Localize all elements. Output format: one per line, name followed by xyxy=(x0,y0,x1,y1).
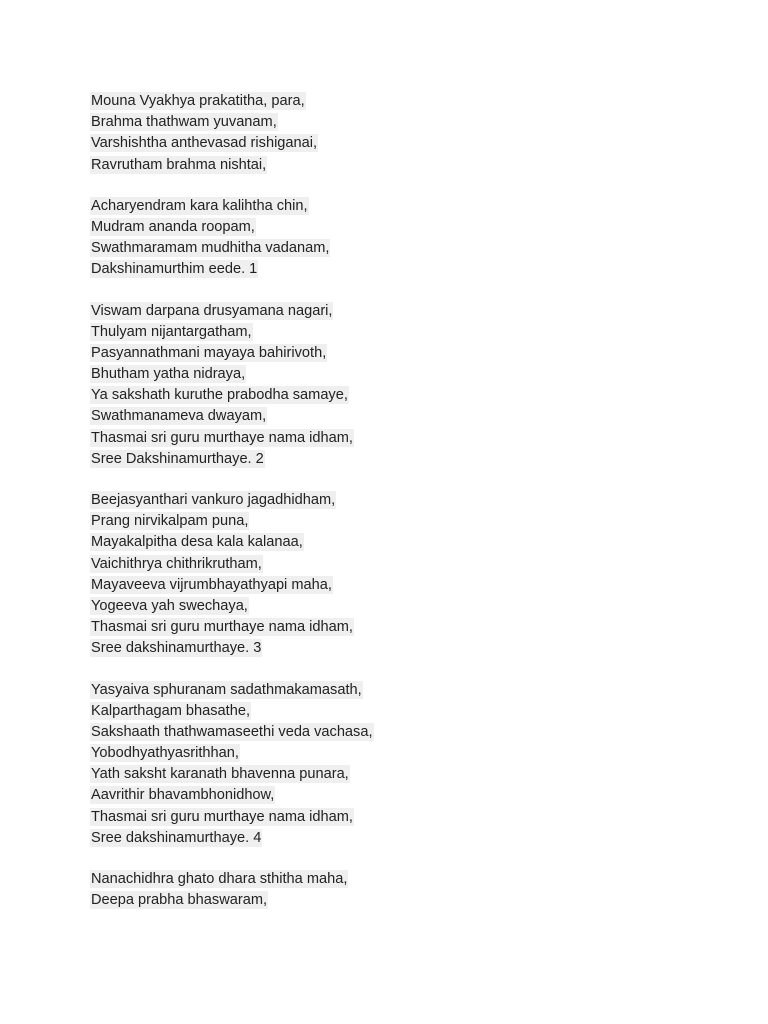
verse-line: Beejasyanthari vankuro jagadhidham, xyxy=(91,492,336,508)
verse-line: Swathmaramam mudhitha vadanam, xyxy=(91,240,330,257)
verse-line: Ya sakshath kuruthe prabodha samaye, xyxy=(91,387,348,404)
verse-line: Yobodhyathyasrithhan, xyxy=(91,745,239,762)
verse-line: Varshishtha anthevasad rishiganai, xyxy=(91,135,318,152)
verse-line: Thasmai sri guru murthaye nama idham, xyxy=(91,808,353,825)
verse-line: Nanachidhra ghato dhara sthitha maha, xyxy=(91,871,348,887)
verse-line: Yasyaiva sphuranam sadathmakamasath, xyxy=(91,681,362,698)
verse-line: Sree dakshinamurthaye. 4 xyxy=(91,829,262,846)
verse-line: Thasmai sri guru murthaye nama idham, xyxy=(91,619,353,636)
stanza-1 xyxy=(90,91,690,176)
stanza-5 xyxy=(90,680,690,850)
verse-line: Kalparthagam bhasathe, xyxy=(91,702,251,719)
verse-line: Yath saksht karanath bhavenna punara, xyxy=(91,766,349,783)
verse-line: Sree dakshinamurthaye. 3 xyxy=(91,640,262,657)
verse-line: Aavrithir bhavambhonidhow, xyxy=(91,787,275,804)
verse-line: Yogeeva yah swechaya, xyxy=(91,597,248,614)
document-page xyxy=(90,91,690,931)
verse-line: Thulyam nijantargatham, xyxy=(91,323,252,340)
stanza-6 xyxy=(90,869,690,911)
verse-line: Mouna Vyakhya prakatitha, para, xyxy=(91,93,305,109)
verse-line: Swathmanameva dwayam, xyxy=(91,408,267,425)
verse-line: Bhutham yatha nidraya, xyxy=(91,366,246,383)
verse-line: Mudram ananda roopam, xyxy=(91,218,255,235)
verse-line: Acharyendram kara kalihtha chin, xyxy=(91,197,308,214)
verse-line: Pasyannathmani mayaya bahirivoth, xyxy=(91,344,327,361)
verse-line: Brahma thathwam yuvanam, xyxy=(91,114,277,131)
verse-line: Vaichithrya chithrikrutham, xyxy=(91,555,262,572)
verse-line: Thasmai sri guru murthaye nama idham, xyxy=(91,429,353,446)
verse-line: Ravrutham brahma nishtai, xyxy=(91,156,267,173)
verse-line: Mayaveeva vijrumbhayathyapi maha, xyxy=(91,576,332,593)
verse-line: Mayakalpitha desa kala kalanaa, xyxy=(91,534,303,551)
stanza-3 xyxy=(90,301,690,471)
stanza-2 xyxy=(90,196,690,281)
verse-line: Sree Dakshinamurthaye. 2 xyxy=(91,450,264,467)
verse-line: Prang nirvikalpam puna, xyxy=(91,513,249,530)
verse-line: Dakshinamurthim eede. 1 xyxy=(91,261,258,278)
verse-line: Viswam darpana drusyamana nagari, xyxy=(91,302,333,319)
verse-line: Deepa prabha bhaswaram, xyxy=(91,892,268,909)
stanza-4 xyxy=(90,490,690,660)
verse-line: Sakshaath thathwamaseethi veda vachasa, xyxy=(91,723,373,740)
